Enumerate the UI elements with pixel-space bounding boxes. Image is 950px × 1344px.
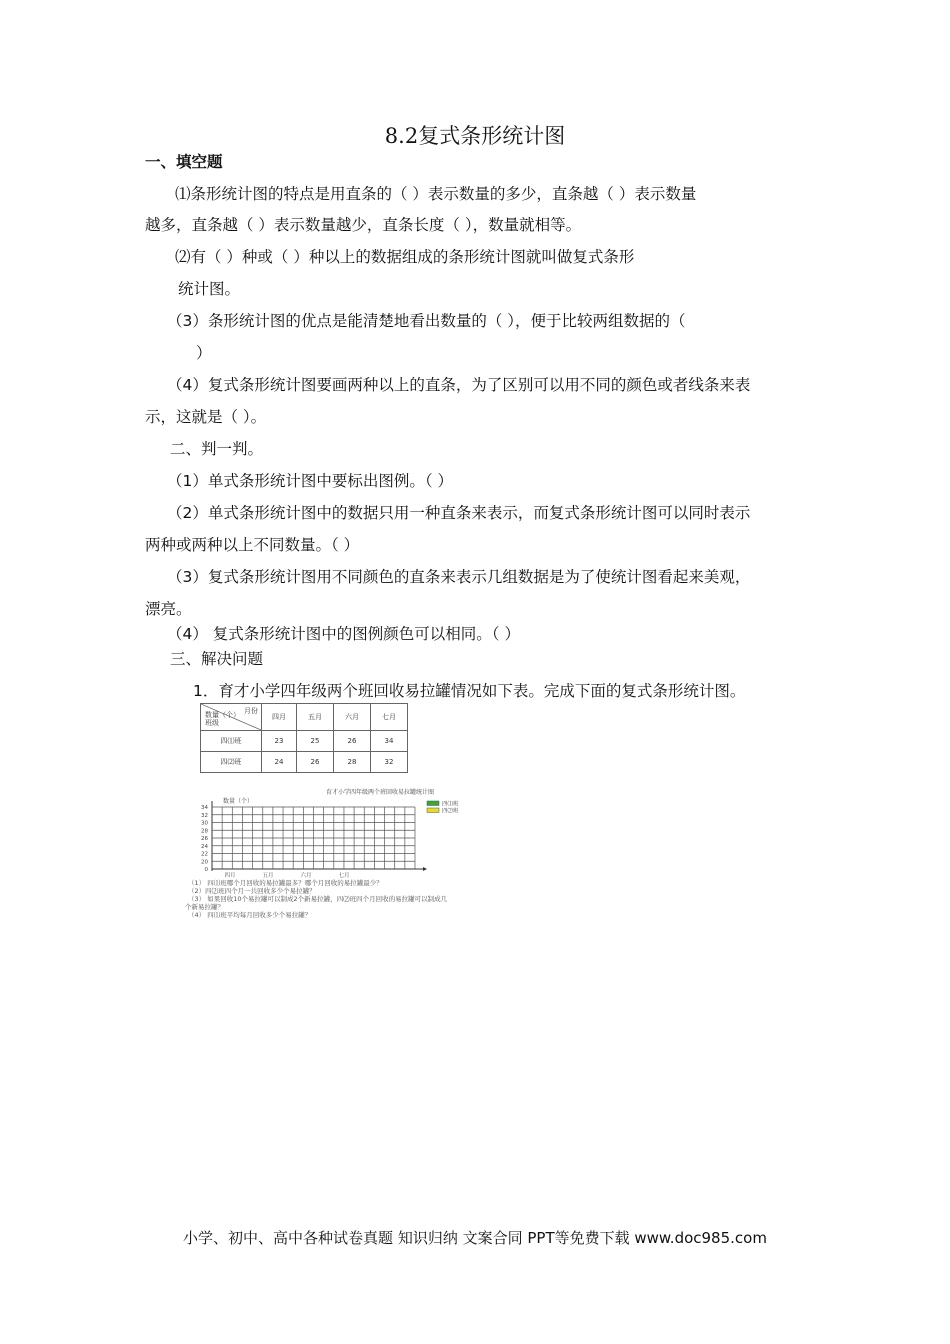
chart-question-4: （4） 四⑴班平均每月回收多少个易拉罐？ (188, 911, 312, 919)
y-tick-label: 0 (204, 867, 208, 873)
header-april: 四月 (262, 704, 297, 731)
table-cell: 32 (371, 752, 408, 773)
q3-line2: ） (196, 344, 212, 362)
y-tick-label: 20 (201, 859, 208, 866)
page-title: 8.2复式条形统计图 (384, 124, 566, 148)
judge-4: （4） 复式条形统计图中的图例颜色可以相同。（ ） (167, 625, 520, 643)
table-row (201, 752, 408, 773)
judge-2-line2: 两种或两种以上不同数量。（ ） (145, 536, 360, 554)
chart-grid (212, 801, 427, 871)
chart-ylabel: 数量（个） (223, 798, 254, 805)
x-tick-label: 六月 (300, 873, 312, 879)
y-tick-label: 24 (201, 843, 208, 850)
y-tick-label: 26 (201, 836, 208, 842)
x-tick-label: 五月 (262, 873, 274, 879)
legend-label: 四⑴班 (442, 801, 459, 808)
corner-month-label: 月份 (244, 707, 258, 715)
table-corner (201, 704, 262, 731)
table-cell: 34 (371, 731, 408, 752)
q2-line1: ⑵有（ ）种或（ ）种以上的数据组成的条形统计图就叫做复式条形 (175, 248, 635, 266)
chart-title: 育才小学四年级两个班回收易拉罐统计图 (325, 789, 435, 796)
judge-1: （1）单式条形统计图中要标出图例。（ ） (167, 472, 454, 490)
y-tick-label: 34 (201, 805, 208, 811)
x-tick-label: 四月 (224, 873, 236, 879)
table-cell: 25 (297, 731, 334, 752)
header-june: 六月 (334, 704, 371, 731)
judge-3-line1: （3）复式条形统计图用不同颜色的直条来表示几组数据是为了使统计图看起来美观， (167, 568, 751, 586)
q1-line1: ⑴条形统计图的特点是用直条的（ ）表示数量的多少，直条越（ ）表示数量 (175, 185, 697, 203)
corner-class-label: 班级 (205, 719, 219, 727)
table-cell: 24 (262, 752, 297, 773)
table-cell: 26 (297, 752, 334, 773)
row-label: 四⑵班 (201, 752, 262, 773)
judge-3-line2: 漂亮。 (145, 600, 192, 618)
corner-quantity-label: 数量（个） (205, 711, 240, 719)
row-label: 四⑴班 (201, 731, 262, 752)
section1-heading: 一、填空题 (145, 153, 223, 171)
y-tick-label: 28 (201, 828, 208, 835)
chart-question-3-cont: 个新易拉罐？ (185, 903, 224, 911)
bar-chart (185, 785, 595, 885)
chart-question-3: （3） 如果回收10个易拉罐可以制成2个新易拉罐，四⑵班四个月回收的易拉罐可以制成几 (188, 895, 448, 903)
q4-line2: 示，这就是（ ）。 (145, 408, 267, 426)
header-may: 五月 (297, 704, 334, 731)
y-tick-label: 22 (201, 851, 208, 858)
y-tick-label: 30 (201, 820, 208, 827)
x-tick-label: 七月 (338, 873, 350, 879)
chart-question-2: （2）四⑵班四个月一共回收多少个易拉罐？ (188, 887, 316, 895)
chart-legend (427, 800, 459, 815)
legend-swatch (427, 808, 439, 813)
section2-heading: 二、判一判。 (170, 440, 264, 458)
table-cell: 26 (334, 731, 371, 752)
problem-1: 1．育才小学四年级两个班回收易拉罐情况如下表。完成下面的复式条形统计图。 (193, 682, 746, 700)
legend-label: 四⑵班 (442, 808, 459, 815)
q3-line1: （3）条形统计图的优点是能清楚地看出数量的（ ），便于比较两组数据的（ (167, 312, 686, 330)
q1-line2: 越多，直条越（ ）表示数量越少，直条长度（ ），数量就相等。 (145, 216, 582, 234)
judge-2-line1: （2）单式条形统计图中的数据只用一种直条来表示，而复式条形统计图可以同时表示 (167, 504, 751, 522)
legend-swatch (427, 801, 439, 806)
q4-line1: （4）复式条形统计图要画两种以上的直条，为了区别可以用不同的颜色或者线条来表 (167, 376, 751, 394)
chart-yticks (201, 805, 209, 873)
header-july: 七月 (371, 704, 408, 731)
y-tick-label: 32 (201, 812, 208, 819)
q2-line2: 统计图。 (178, 280, 241, 298)
section3-heading: 三、解决问题 (170, 650, 264, 668)
footer-text: 小学、初中、高中各种试卷真题 知识归纳 文案合同 PPT等免费下载 www.doc985.com (183, 1229, 767, 1247)
table-row (201, 731, 408, 752)
x-axis-arrow (423, 867, 427, 871)
table-cell: 28 (334, 752, 371, 773)
table-cell: 23 (262, 731, 297, 752)
data-table (200, 703, 408, 773)
chart-question-1: （1） 四⑴班哪个月回收的易拉罐最多？哪个月回收的易拉罐最少？ (188, 879, 383, 887)
